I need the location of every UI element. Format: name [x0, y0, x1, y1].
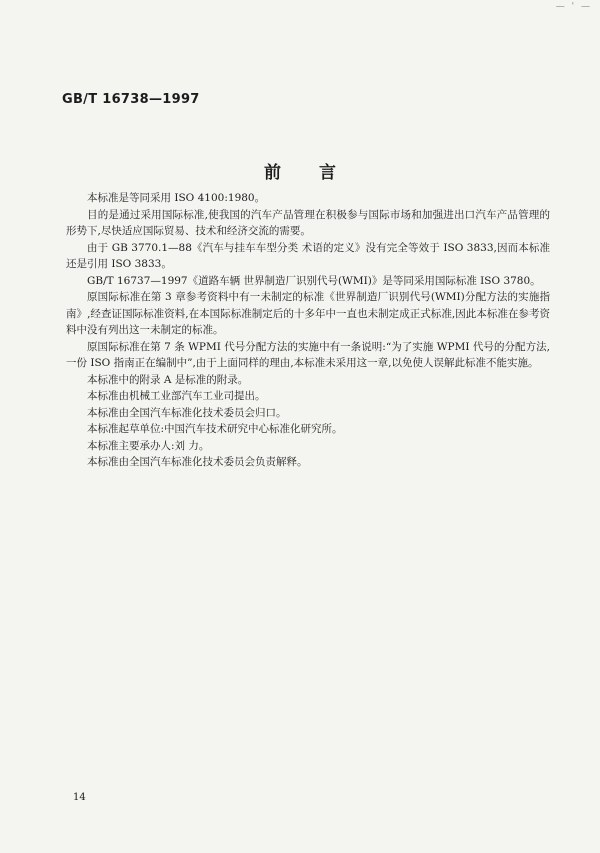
standard-number: GB/T 16738—1997	[62, 92, 200, 107]
preface-body	[66, 190, 550, 471]
corner-scan-mark: — ' —	[555, 2, 592, 12]
paragraph: 本标准中的附录 A 是标准的附录。	[87, 373, 249, 386]
paragraph: 本标准起草单位:中国汽车技术研究中心标准化研究所。	[87, 423, 343, 435]
paragraph: 原国际标准在第 3 章参考资料中有一未制定的标准《世界制造厂识别代号(WMI)分配方法的实施指南》,经查证国际标准资料,在本国际标准制定后的十多年中一直也未制定成正式标准,因此本标准在参考资料中没有列出这一未制定的标准。	[66, 291, 550, 336]
paragraph: GB/T 16737—1997《道路车辆 世界制造厂识别代号(WMI)》是等同采用国际标准 ISO 3780。	[87, 274, 541, 287]
paragraph: 本标准由全国汽车标准化技术委员会归口。	[87, 406, 287, 419]
paragraph: 本标准是等同采用 ISO 4100:1980。	[87, 192, 266, 204]
page-title: 前言	[264, 163, 374, 183]
paragraph: 本标准由全国汽车标准化技术委员会负责解释。	[87, 456, 308, 468]
page-number: 14	[73, 792, 86, 803]
paragraph: 本标准由机械工业部汽车工业司提出。	[87, 390, 266, 402]
paragraph: 本标准主要承办人:刘 力。	[87, 439, 210, 452]
paragraph: 目的是通过采用国际标准,使我国的汽车产品管理在积极参与国际市场和加强进出口汽车产品管理的形势下,尽快适应国际贸易、技术和经济交流的需要。	[66, 208, 550, 237]
paragraph: 由于 GB 3770.1—88《汽车与挂车车型分类 术语的定义》没有完全等效于 ISO 3833,因而本标准还是引用 ISO 3833。	[66, 241, 550, 270]
paragraph: 原国际标准在第 7 条 WPMI 代号分配方法的实施中有一条说明:“为了实施 WPMI 代号的分配方法,一份 ISO 指南正在编制中”,由于上面同样的理由,本标准未采用这一章,以免使人误解此标准不能实施。	[66, 340, 550, 369]
